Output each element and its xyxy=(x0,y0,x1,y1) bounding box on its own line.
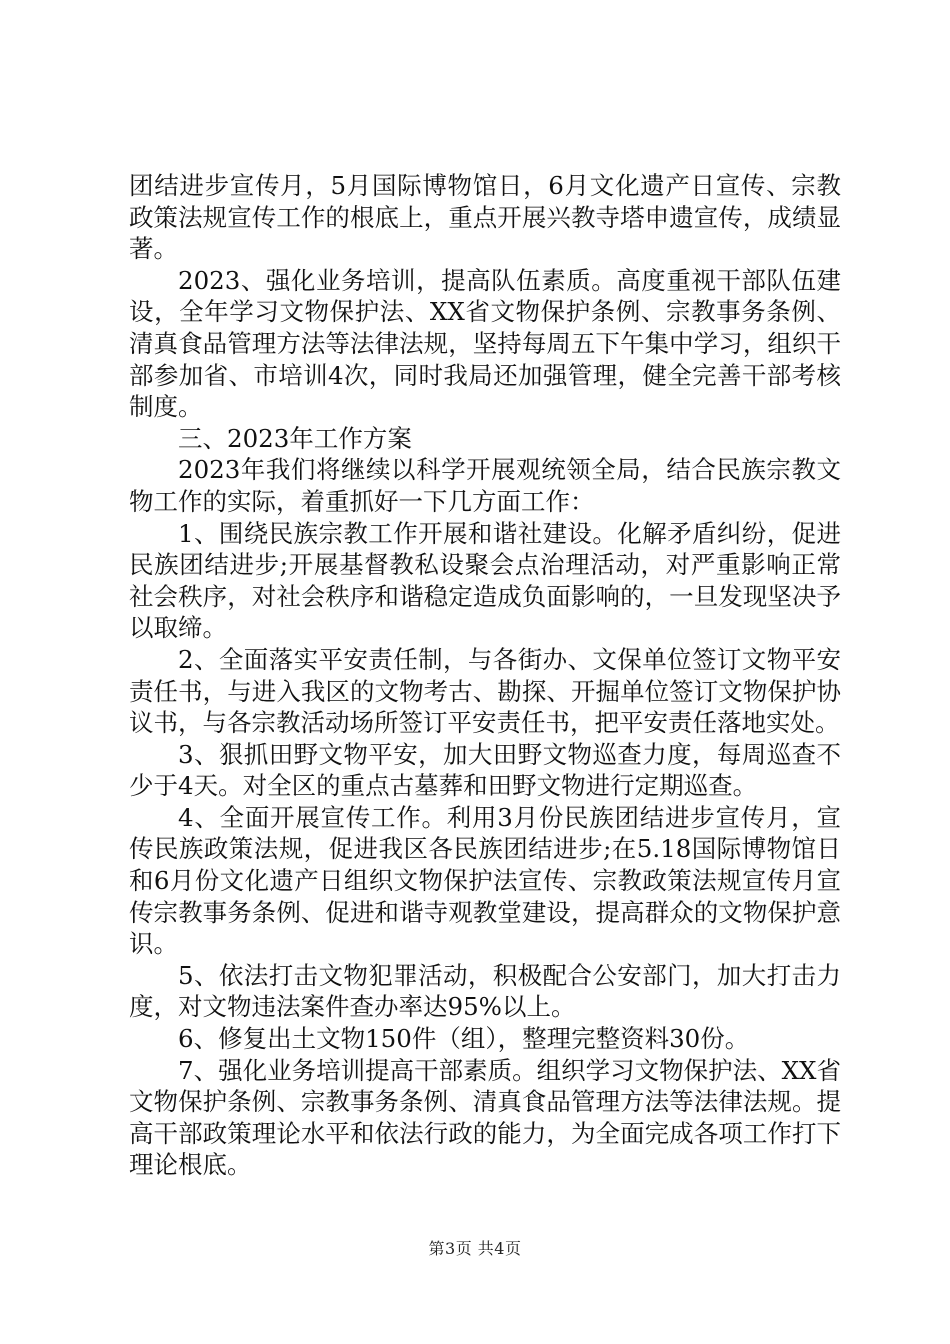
list-item-4: 4、全面开展宣传工作。利用3月份民族团结进步宣传月，宣传民族政策法规，促进我区各民族团结进步;在5.18国际博物馆日和6月份文化遗产日组织文物保护法宣传、宗教政策法规宣传月宣传宗教事务条例、促进和谐寺观教堂建设，提高群众的文物保护意识。 xyxy=(129,802,841,959)
paragraph-training-2023: 2023、强化业务培训，提高队伍素质。高度重视干部队伍建设，全年学习文物保护法、XX省文物保护条例、宗教事务条例、清真食品管理方法等法律法规，坚持每周五下午集中学习，组织干部参加省、市培训4次，同时我局还加强管理，健全完善干部考核制度。 xyxy=(129,265,841,422)
list-item-3: 3、狠抓田野文物平安，加大田野文物巡查力度，每周巡查不少于4天。对全区的重点古墓葬和田野文物进行定期巡查。 xyxy=(129,739,841,801)
list-item-7: 7、强化业务培训提高干部素质。组织学习文物保护法、XX省文物保护条例、宗教事务条例、清真食品管理方法等法律法规。提高干部政策理论水平和依法行政的能力，为全面完成各项工作打下理论根底。 xyxy=(129,1055,842,1180)
document-body xyxy=(129,170,841,1181)
list-item-1: 1、围绕民族宗教工作开展和谐社建设。化解矛盾纠纷，促进民族团结进步;开展基督教私设聚会点治理活动，对严重影响正常社会秩序，对社会秩序和谐稳定造成负面影响的，一旦发现坚决予以取缔。 xyxy=(129,518,841,643)
list-item-2: 2、全面落实平安责任制，与各街办、文保单位签订文物平安责任书，与进入我区的文物考古、勘探、开掘单位签订文物保护协议书，与各宗教活动场所签订平安责任书，把平安责任落地实处。 xyxy=(129,644,841,738)
section-heading-work-plan: 三、2023年工作方案 xyxy=(178,423,412,453)
list-item-5: 5、依法打击文物犯罪活动，积极配合公安部门，加大打击力度，对文物违法案件查办率达95%以上。 xyxy=(129,960,841,1022)
page-number-footer: 第3页 共4页 xyxy=(428,1239,522,1258)
paragraph-plan-intro: 2023年我们将继续以科学开展观统领全局，结合民族宗教文物工作的实际，着重抓好一下几方面工作： xyxy=(129,455,841,516)
paragraph-continuation: 团结进步宣传月，5月国际博物馆日，6月文化遗产日宣传、宗教政策法规宣传工作的根底上，重点开展兴教寺塔申遗宣传，成绩显著。 xyxy=(129,171,841,264)
list-item-6: 6、修复出土文物150件（组），整理完整资料30份。 xyxy=(178,1024,750,1054)
